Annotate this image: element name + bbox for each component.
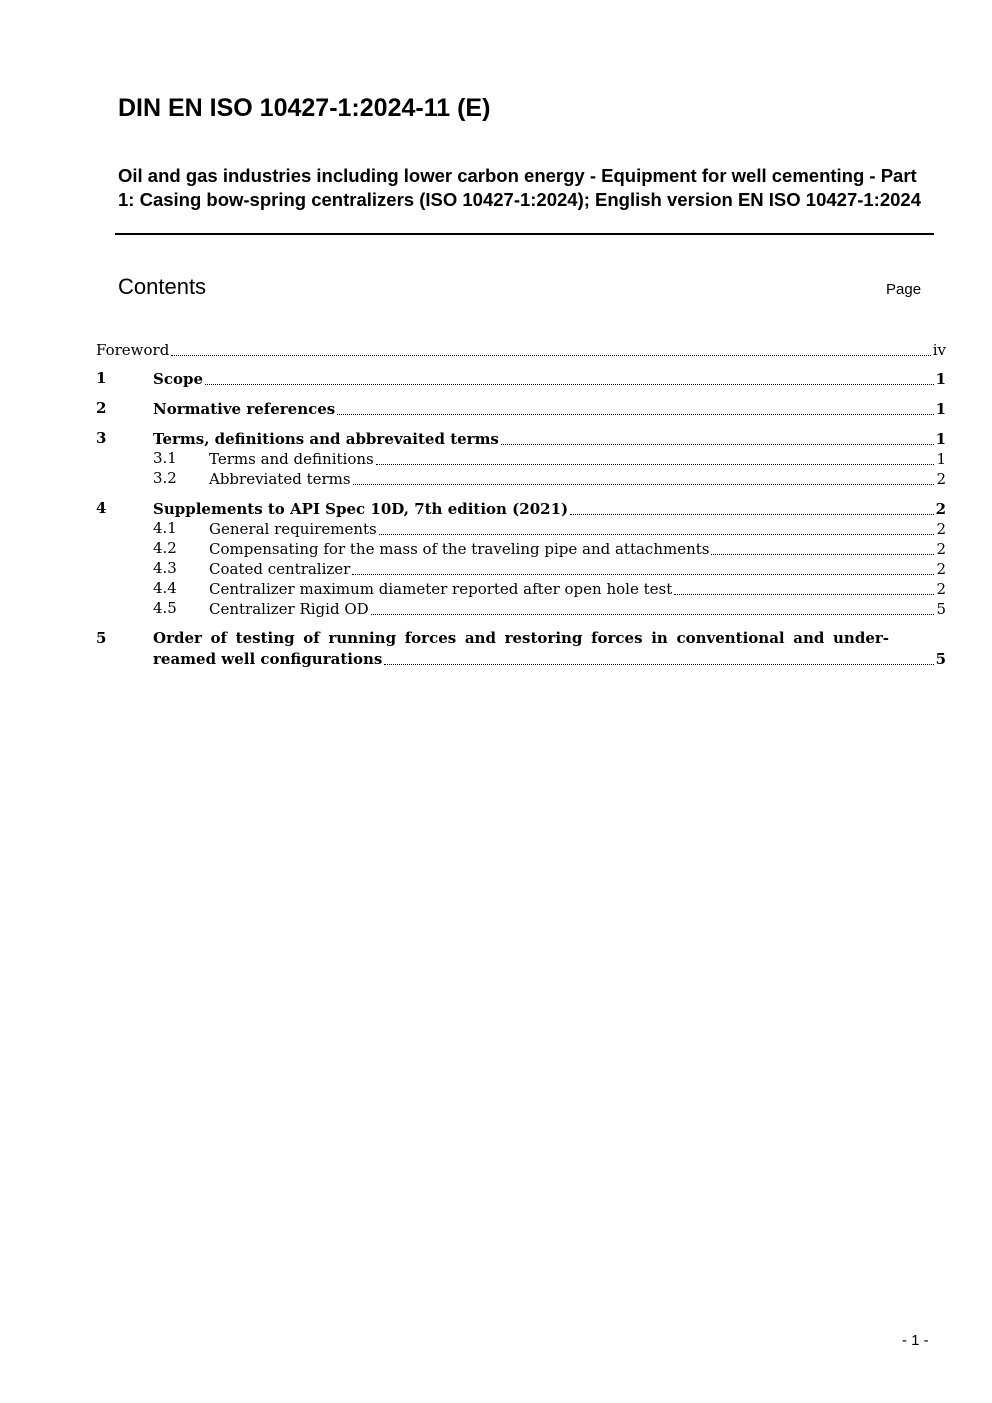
toc-subsection-number: 3.1	[153, 449, 177, 467]
toc-entry-page: 1	[935, 430, 946, 448]
toc-entry-text: Compensating for the mass of the traveling pipe and attachments	[209, 540, 710, 558]
document-id: DIN EN ISO 10427-1:2024-11 (E)	[118, 94, 491, 122]
toc-entry-page: 2	[936, 520, 946, 538]
toc-subsection-number: 4.5	[153, 599, 177, 617]
toc-entry-supplements[interactable]	[153, 499, 946, 519]
toc-leader-dots	[337, 414, 933, 415]
toc-entry-page: 5	[936, 600, 946, 618]
toc-entry-text: Terms and definitions	[209, 450, 374, 468]
contents-heading: Contents	[118, 274, 207, 299]
toc-entry-compensating[interactable]	[209, 539, 946, 559]
toc-entry-text: Normative references	[153, 400, 336, 418]
toc-subsection-number: 3.2	[153, 469, 177, 487]
toc-leader-dots	[376, 464, 935, 465]
toc-entry-text: General requirements	[209, 520, 377, 538]
toc-entry-terms-and-definitions[interactable]	[209, 449, 946, 469]
toc-entry-page: 1	[935, 400, 946, 418]
toc-section-number: 3	[96, 429, 107, 447]
toc-leader-dots	[570, 514, 933, 515]
toc-section-number: 2	[96, 399, 107, 417]
toc-subsection-number: 4.1	[153, 519, 177, 537]
toc-entry-text: Centralizer Rigid OD	[209, 600, 369, 618]
toc-entry-page: 5	[935, 650, 946, 668]
document-title: Oil and gas industries including lower carbon energy - Equipment for well cementing - Part 1: Casing bow-spring centralizers (ISO 10427-1:2024); English version EN ISO 10427-1:2024	[118, 165, 921, 210]
toc-section-number: 4	[96, 499, 107, 517]
footer-page-number: - 1 -	[902, 1332, 929, 1349]
toc-entry-page: 2	[936, 470, 946, 488]
toc-entry-terms[interactable]	[153, 429, 946, 449]
toc-entry-text: reamed well configurations	[153, 650, 383, 668]
toc-entry-text: Abbreviated terms	[209, 470, 351, 488]
toc-entry-text: Supplements to API Spec 10D, 7th edition (2021)	[153, 500, 569, 518]
toc-entry-page: iv	[932, 341, 946, 359]
toc-leader-dots	[353, 484, 935, 485]
toc-leader-dots	[205, 384, 934, 385]
toc-leader-dots	[674, 594, 934, 595]
toc-entry-general-requirements[interactable]	[209, 519, 946, 539]
toc-leader-dots	[379, 534, 935, 535]
toc-section-number: 1	[96, 369, 107, 387]
toc-entry-page: 2	[936, 580, 946, 598]
toc-entry-foreword[interactable]	[96, 340, 946, 360]
toc-entry-order-of-testing[interactable]	[153, 649, 946, 669]
toc-entry-normative-references[interactable]	[153, 399, 946, 419]
toc-entry-text: Coated centralizer	[209, 560, 351, 578]
toc-leader-dots	[171, 355, 930, 356]
toc-entry-text: Terms, definitions and abbrevaited terms	[153, 430, 499, 448]
toc-entry-page: 2	[935, 500, 946, 518]
toc-entry-max-diameter[interactable]	[209, 579, 946, 599]
toc-entry-text: Centralizer maximum diameter reported after open hole test	[209, 580, 673, 598]
toc-entry-text: Foreword	[96, 341, 170, 359]
toc-section-number: 5	[96, 629, 107, 647]
toc-entry-text: Scope	[153, 370, 204, 388]
title-rule	[115, 233, 934, 235]
toc-subsection-number: 4.3	[153, 559, 177, 577]
toc-entry-coated-centralizer[interactable]	[209, 559, 946, 579]
toc-entry-rigid-od[interactable]	[209, 599, 946, 619]
toc-leader-dots	[384, 664, 933, 665]
toc-entry-abbreviated-terms[interactable]	[209, 469, 946, 489]
toc-entry-page: 2	[936, 540, 946, 558]
toc-entry-page: 1	[936, 450, 946, 468]
toc-entry-page: 1	[935, 370, 946, 388]
toc-subsection-number: 4.2	[153, 539, 177, 557]
toc-leader-dots	[352, 574, 934, 575]
toc-subsection-number: 4.4	[153, 579, 177, 597]
toc-entry-scope[interactable]	[153, 369, 946, 389]
toc-leader-dots	[711, 554, 934, 555]
toc-leader-dots	[501, 444, 934, 445]
toc-leader-dots	[371, 614, 935, 615]
page-column-label: Page	[886, 281, 922, 298]
toc-entry-order-of-testing-line1[interactable]: Order of testing of running forces and restoring forces in conventional and under-	[153, 629, 889, 647]
toc-entry-page: 2	[936, 560, 946, 578]
